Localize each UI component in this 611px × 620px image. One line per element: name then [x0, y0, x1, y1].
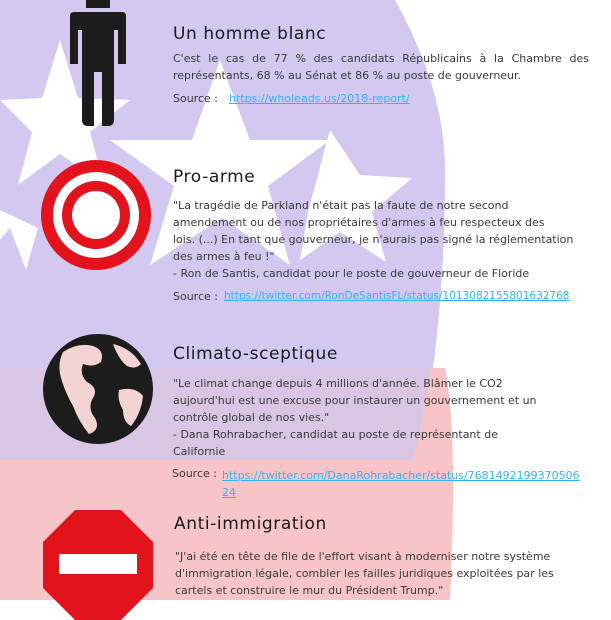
section-body: C'est le cas de 77 % des candidats Républicains à la Chambre des représentants, 68 % au Sénat et 86 % au poste de gouverneur. — [173, 52, 589, 82]
section-title: Un homme blanc — [173, 24, 327, 44]
body-line: contrôle global de nos vies." — [173, 411, 330, 424]
body-line: - Ron de Santis, candidat pour le poste de gouverneur de Floride — [173, 267, 530, 280]
body-line: "Le climat change depuis 4 millions d'année. Blâmer le CO2 — [173, 377, 503, 390]
source-link[interactable]: https://wholeads.us/2018-report/ — [229, 92, 410, 105]
body-line: cartels et construire le mur du Président Trump." — [175, 584, 444, 597]
section-body — [175, 548, 593, 599]
body-line: "J'ai été en tête de file de l'effort visant à moderniser notre système — [175, 550, 551, 563]
globe-icon — [43, 334, 153, 444]
body-line: des armes à feu !" — [173, 250, 275, 263]
section-title: Anti-immigration — [174, 514, 327, 534]
source-link-line[interactable]: https://twitter.com/DanaRohrabacher/status/7681492199370506 — [222, 469, 580, 482]
man-icon — [68, 0, 128, 126]
target-icon — [41, 160, 151, 270]
body-line: "La tragédie de Parkland n'était pas la faute de notre second — [173, 199, 509, 212]
source-label: Source : — [173, 290, 218, 303]
section-body — [173, 375, 573, 460]
source-label: Source : — [173, 92, 218, 105]
section-body — [173, 197, 591, 282]
section-title: Pro-arme — [173, 167, 256, 187]
body-line: d'immigration légale, combler les failles juridiques exploitées par les — [175, 567, 554, 580]
section-title: Climato-sceptique — [173, 344, 338, 364]
section-climate-sceptic — [0, 330, 611, 500]
section-anti-immigration — [0, 505, 611, 600]
no-entry-icon — [43, 510, 153, 620]
source-link[interactable]: https://twitter.com/RonDeSantisFL/status/1013082155801632768 — [224, 290, 570, 302]
body-line: amendement ou de nos propriétaires d'armes à feu respecteux des — [173, 216, 545, 229]
body-line: aujourd'hui est une excuse pour instaurer un gouvernement et un — [173, 394, 537, 407]
body-line: lois. (...) En tant que gouverneur, je n'aurais pas signé la réglementation — [173, 233, 574, 246]
section-pro-gun — [0, 150, 611, 320]
source-link[interactable] — [222, 467, 580, 501]
source-label: Source : — [172, 467, 217, 480]
source-link-line[interactable]: 24 — [222, 486, 236, 499]
section-white-man — [0, 0, 611, 140]
body-line: - Dana Rohrabacher, candidat au poste de représentant de — [173, 428, 498, 441]
body-line: Californie — [173, 445, 226, 458]
